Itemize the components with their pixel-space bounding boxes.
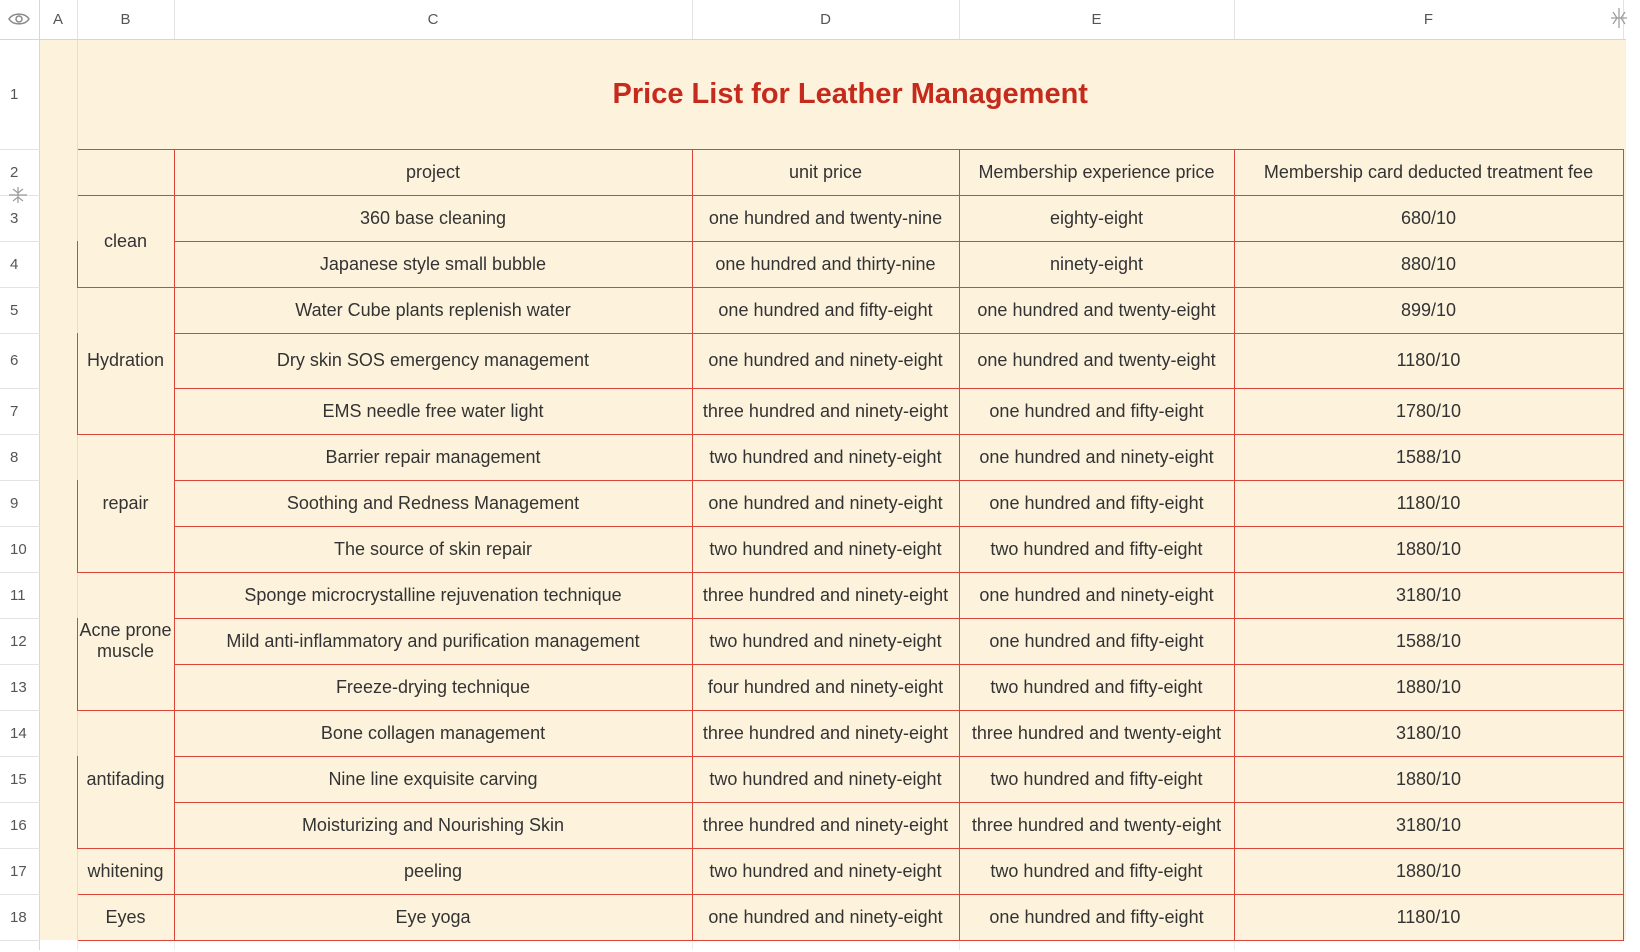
row-header-5[interactable]: 5 xyxy=(0,287,39,333)
sheet-title[interactable]: Price List for Leather Management xyxy=(77,39,1623,149)
freeze-handle-icon[interactable] xyxy=(7,184,29,206)
cell-card-fee[interactable]: 3180/10 xyxy=(1234,802,1623,848)
cell-unit-price[interactable]: three hundred and ninety-eight xyxy=(692,388,959,434)
freeze-row-handle[interactable] xyxy=(7,184,29,206)
row-header-4[interactable]: 4 xyxy=(0,241,39,287)
cell-a[interactable] xyxy=(39,241,77,287)
group-clean[interactable]: clean xyxy=(77,195,174,287)
cell-edge xyxy=(1623,149,1626,195)
column-header-a[interactable]: A xyxy=(39,0,77,39)
cell-a[interactable] xyxy=(39,572,77,618)
cell-unit-price[interactable]: one hundred and ninety-eight xyxy=(692,333,959,388)
cell-card-fee[interactable]: 1880/10 xyxy=(1234,756,1623,802)
cell-a[interactable] xyxy=(39,388,77,434)
cell-card-fee[interactable]: 1588/10 xyxy=(1234,434,1623,480)
cell-edge xyxy=(1623,710,1626,756)
header-experience-price[interactable]: Membership experience price xyxy=(959,149,1234,195)
cell-partial xyxy=(692,940,959,950)
cell-project[interactable]: Eye yoga xyxy=(174,894,692,940)
cell-a[interactable] xyxy=(39,710,77,756)
cell-edge xyxy=(1623,664,1626,710)
cell-experience-price[interactable]: one hundred and fifty-eight xyxy=(959,894,1234,940)
row-header-11[interactable]: 11 xyxy=(0,572,39,618)
cell-card-fee[interactable]: 1880/10 xyxy=(1234,526,1623,572)
cell-edge xyxy=(1623,241,1626,287)
cell-card-fee[interactable]: 1180/10 xyxy=(1234,480,1623,526)
cell-edge xyxy=(1623,572,1626,618)
cell-edge xyxy=(1623,848,1626,894)
cell-experience-price[interactable]: two hundred and fifty-eight xyxy=(959,756,1234,802)
row-header-1[interactable]: 1 xyxy=(0,39,39,149)
cell-edge xyxy=(1623,195,1626,241)
cell-experience-price[interactable]: one hundred and twenty-eight xyxy=(959,333,1234,388)
cell-experience-price[interactable]: one hundred and ninety-eight xyxy=(959,572,1234,618)
cell-unit-price[interactable]: three hundred and ninety-eight xyxy=(692,710,959,756)
cell-partial xyxy=(1234,940,1623,950)
cell-a[interactable] xyxy=(39,434,77,480)
cell-experience-price[interactable]: two hundred and fifty-eight xyxy=(959,848,1234,894)
cell-experience-price[interactable]: three hundred and twenty-eight xyxy=(959,710,1234,756)
cell-unit-price[interactable]: one hundred and fifty-eight xyxy=(692,287,959,333)
cell-experience-price[interactable]: one hundred and fifty-eight xyxy=(959,480,1234,526)
cell-edge xyxy=(1623,434,1626,480)
cell-unit-price[interactable]: two hundred and ninety-eight xyxy=(692,756,959,802)
cell-edge xyxy=(1623,618,1626,664)
cell-experience-price[interactable]: eighty-eight xyxy=(959,195,1234,241)
row-header-18[interactable]: 18 xyxy=(0,894,39,940)
row-header-8[interactable]: 8 xyxy=(0,434,39,480)
cell-project[interactable]: Moisturizing and Nourishing Skin xyxy=(174,802,692,848)
header-unit-price[interactable]: unit price xyxy=(692,149,959,195)
cell-card-fee[interactable]: 3180/10 xyxy=(1234,572,1623,618)
cell-experience-price[interactable]: one hundred and ninety-eight xyxy=(959,434,1234,480)
cell-experience-price[interactable]: ninety-eight xyxy=(959,241,1234,287)
cell-a[interactable] xyxy=(39,756,77,802)
cell-unit-price[interactable]: one hundred and thirty-nine xyxy=(692,241,959,287)
cell-card-fee[interactable]: 1180/10 xyxy=(1234,894,1623,940)
cell-partial xyxy=(39,940,77,950)
cell-a[interactable] xyxy=(39,802,77,848)
cell-card-fee[interactable]: 3180/10 xyxy=(1234,710,1623,756)
eye-icon[interactable] xyxy=(8,12,30,26)
cell-project[interactable]: Japanese style small bubble xyxy=(174,241,692,287)
cell-card-fee[interactable]: 1880/10 xyxy=(1234,664,1623,710)
column-header-b[interactable]: B xyxy=(77,0,174,39)
cell-partial xyxy=(174,940,692,950)
cell-a[interactable] xyxy=(39,894,77,940)
group-eyes[interactable]: Eyes xyxy=(77,894,174,940)
cell-partial xyxy=(959,940,1234,950)
row-header-3[interactable]: 3 xyxy=(0,195,39,241)
header-project[interactable]: project xyxy=(174,149,692,195)
cell-card-fee[interactable]: 880/10 xyxy=(1234,241,1623,287)
cell-unit-price[interactable]: three hundred and ninety-eight xyxy=(692,802,959,848)
column-header-f[interactable]: F xyxy=(1234,0,1623,39)
cell-a[interactable] xyxy=(39,848,77,894)
column-header-e[interactable]: E xyxy=(959,0,1234,39)
cell-unit-price[interactable]: one hundred and ninety-eight xyxy=(692,894,959,940)
cell-experience-price[interactable]: three hundred and twenty-eight xyxy=(959,802,1234,848)
cell-a[interactable] xyxy=(39,149,77,195)
cell-project[interactable]: Dry skin SOS emergency management xyxy=(174,333,692,388)
cell-a[interactable] xyxy=(39,480,77,526)
cell-card-fee[interactable]: 1780/10 xyxy=(1234,388,1623,434)
cell-edge xyxy=(1623,526,1626,572)
cell-edge xyxy=(1623,333,1626,388)
cell-project[interactable]: peeling xyxy=(174,848,692,894)
cell-partial xyxy=(1623,940,1626,950)
cell-unit-price[interactable]: one hundred and twenty-nine xyxy=(692,195,959,241)
cell-unit-price[interactable]: two hundred and ninety-eight xyxy=(692,434,959,480)
cell-a[interactable] xyxy=(39,195,77,241)
group-antifading[interactable]: antifading xyxy=(77,710,174,848)
cell-card-fee[interactable]: 680/10 xyxy=(1234,195,1623,241)
cell-card-fee[interactable]: 899/10 xyxy=(1234,287,1623,333)
cell-project[interactable]: EMS needle free water light xyxy=(174,388,692,434)
cell-experience-price[interactable]: one hundred and fifty-eight xyxy=(959,618,1234,664)
row-header-17[interactable]: 17 xyxy=(0,848,39,894)
cell-unit-price[interactable]: two hundred and ninety-eight xyxy=(692,526,959,572)
row-header-13[interactable]: 13 xyxy=(0,664,39,710)
cell-a[interactable] xyxy=(39,287,77,333)
cell-a[interactable] xyxy=(39,526,77,572)
cell-experience-price[interactable]: two hundred and fifty-eight xyxy=(959,526,1234,572)
cell-experience-price[interactable]: two hundred and fifty-eight xyxy=(959,664,1234,710)
row-header-16[interactable]: 16 xyxy=(0,802,39,848)
row-header-partial xyxy=(0,940,39,950)
cell-project[interactable]: Freeze-drying technique xyxy=(174,664,692,710)
cell-edge xyxy=(1623,894,1626,940)
header-cell-b2[interactable] xyxy=(77,149,174,195)
cell-card-fee[interactable]: 1180/10 xyxy=(1234,333,1623,388)
cell-experience-price[interactable]: one hundred and fifty-eight xyxy=(959,388,1234,434)
cell-edge xyxy=(1623,802,1626,848)
cell-a1[interactable] xyxy=(39,39,77,149)
cell-project[interactable]: Mild anti-inflammatory and purification management xyxy=(174,618,692,664)
cell-a[interactable] xyxy=(39,664,77,710)
cell-unit-price[interactable]: three hundred and ninety-eight xyxy=(692,572,959,618)
cell-unit-price[interactable]: two hundred and ninety-eight xyxy=(692,618,959,664)
cell-unit-price[interactable]: four hundred and ninety-eight xyxy=(692,664,959,710)
cell-project[interactable]: Bone collagen management xyxy=(174,710,692,756)
cell-project[interactable]: Water Cube plants replenish water xyxy=(174,287,692,333)
column-header-d[interactable]: D xyxy=(692,0,959,39)
freeze-column-handle[interactable] xyxy=(1608,6,1630,30)
cell-project[interactable]: Sponge microcrystalline rejuvenation technique xyxy=(174,572,692,618)
row-header-12[interactable]: 12 xyxy=(0,618,39,664)
row-header-14[interactable]: 14 xyxy=(0,710,39,756)
freeze-handle-icon[interactable] xyxy=(1608,6,1630,30)
header-card-fee[interactable]: Membership card deducted treatment fee xyxy=(1234,149,1623,195)
group-repair[interactable]: repair xyxy=(77,434,174,572)
cell-edge xyxy=(1623,480,1626,526)
view-toggle-button[interactable] xyxy=(0,0,39,39)
cell-edge xyxy=(1623,756,1626,802)
cell-a[interactable] xyxy=(39,333,77,388)
row-header-7[interactable]: 7 xyxy=(0,388,39,434)
cell-card-fee[interactable]: 1880/10 xyxy=(1234,848,1623,894)
cell-project[interactable]: Barrier repair management xyxy=(174,434,692,480)
cell-project[interactable]: 360 base cleaning xyxy=(174,195,692,241)
cell-card-fee[interactable]: 1588/10 xyxy=(1234,618,1623,664)
cell-project[interactable]: Soothing and Redness Management xyxy=(174,480,692,526)
group-hydration[interactable]: Hydration xyxy=(77,287,174,434)
row-header-15[interactable]: 15 xyxy=(0,756,39,802)
cell-project[interactable]: The source of skin repair xyxy=(174,526,692,572)
cell-edge xyxy=(1623,287,1626,333)
cell-partial xyxy=(77,940,174,950)
row-header-2[interactable]: 2 xyxy=(0,149,39,195)
cell-edge xyxy=(1623,388,1626,434)
group-acne-prone-muscle[interactable]: Acne prone muscle xyxy=(77,572,174,710)
row-header-6[interactable]: 6 xyxy=(0,333,39,388)
cell-edge xyxy=(1623,39,1626,149)
row-header-9[interactable]: 9 xyxy=(0,480,39,526)
group-whitening[interactable]: whitening xyxy=(77,848,174,894)
cell-unit-price[interactable]: one hundred and ninety-eight xyxy=(692,480,959,526)
cell-experience-price[interactable]: one hundred and twenty-eight xyxy=(959,287,1234,333)
row-header-10[interactable]: 10 xyxy=(0,526,39,572)
cell-a[interactable] xyxy=(39,618,77,664)
cell-project[interactable]: Nine line exquisite carving xyxy=(174,756,692,802)
column-header-c[interactable]: C xyxy=(174,0,692,39)
cell-unit-price[interactable]: two hundred and ninety-eight xyxy=(692,848,959,894)
